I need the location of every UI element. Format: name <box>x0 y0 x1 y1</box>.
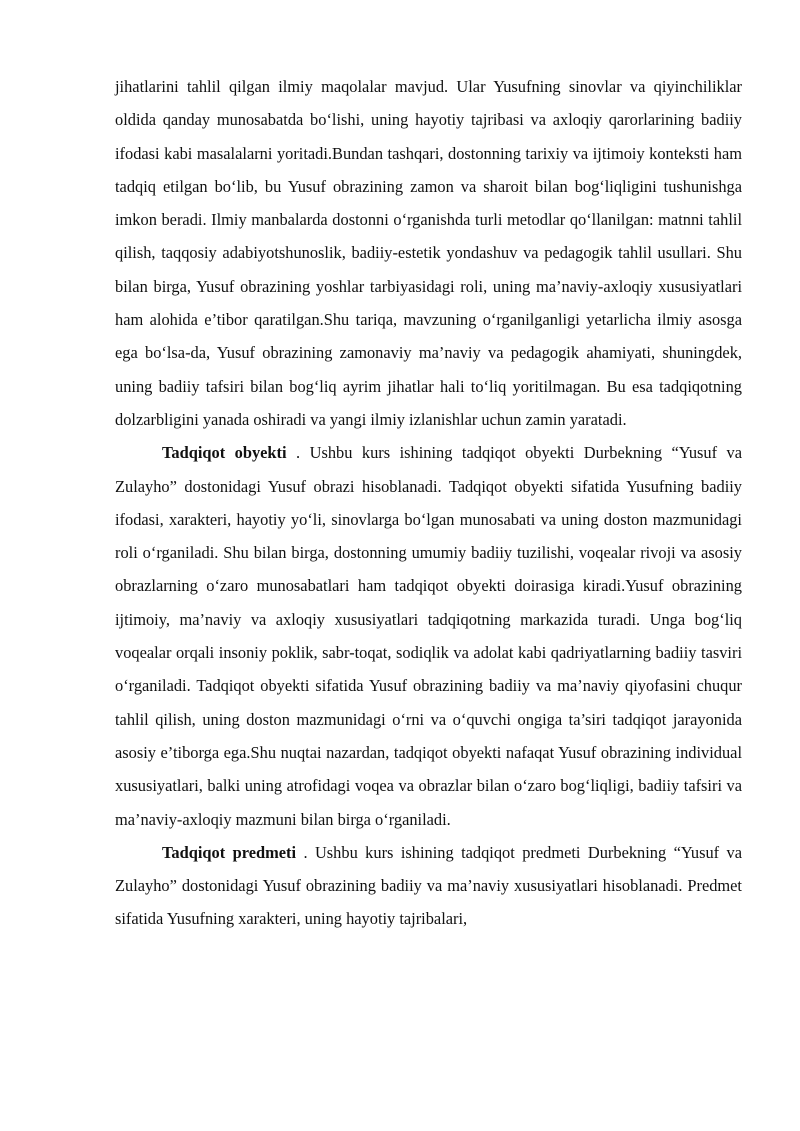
paragraph-text: . Ushbu kurs ishining tadqiqot predmeti Durbekning “Yusuf va Zulayho” dostonidagi Yusuf obrazining badiiy va ma’naviy xususiyatlari hisoblanadi. Predmet sifatida Yusufning xarakteri, uning hayotiy tajribalari, <box>115 842 743 929</box>
term-research-subject: Tadqiqot predmeti <box>162 842 297 862</box>
document-page <box>115 70 742 936</box>
paragraph-text: jihatlarini tahlil qilgan ilmiy maqolalar mavjud. Ular Yusufning sinovlar va qiyinchiliklar oldida qanday munosabatda bo‘lishi, uning hayotiy tajribasi va axloqiy qarorlarining badiiy ifodasi kabi masalalarni yoritadi.Bundan tashqari, dostonning tarixiy va ijtimoiy konteksti ham tadqiq etilgan bo‘lib, bu Yusuf obrazining zamon va sharoit bilan bog‘liqligini tushunishga imkon beradi. Ilmiy manbalarda dostonni o‘rganishda turli metodlar qo‘llanilgan: matnni tahlil qilish, taqqosiy adabiyotshunoslik, badiiy-estetik yondashuv va pedagogik tahlil usullari. Shu bilan birga, Yusuf obrazining yoshlar tarbiyasidagi roli, uning ma’naviy-axloqiy xususiyatlari ham alohida e’tibor qaratilgan.Shu tariqa, mavzuning o‘rganilganligi yetarlicha ilmiy asosga ega bo‘lsa-da, Yusuf obrazining zamonaviy ma’naviy va pedagogik ahamiyati, shuningdek, uning badiiy tafsiri bilan bog‘liq ayrim jihatlar hali to‘liq yoritilmagan. Bu esa tadqiqotning dolzarbligini yanada oshiradi va yangi ilmiy izlanishlar uchun zamin yaratadi. <box>115 77 742 429</box>
paragraph-research-subject <box>115 836 742 936</box>
paragraph-literature-review <box>115 70 742 436</box>
term-research-object: Tadqiqot obyekti <box>162 443 287 463</box>
paragraph-text: . Ushbu kurs ishining tadqiqot obyekti Durbekning “Yusuf va Zulayho” dostonidagi Yusuf obrazi hisoblanadi. Tadqiqot obyekti sifatida Yusufning badiiy ifodasi, xarakteri, hayotiy yo‘li, sinovlarga bo‘lgan munosabati va uning doston mazmunidagi roli o‘rganiladi. Shu bilan birga, dostonning umumiy badiiy tuzilishi, voqealar rivoji va asosiy obrazlarning o‘zaro munosabatlari ham tadqiqot obyekti doirasiga kiradi.Yusuf obrazining ijtimoiy, ma’naviy va axloqiy xususiyatlari tadqiqotning markazida turadi. Unga bog‘liq voqealar orqali insoniy poklik, sabr-toqat, sodiqlik va adolat kabi qadriyatlarning badiiy tasviri o‘rganiladi. Tadqiqot obyekti sifatida Yusuf obrazining badiiy va ma’naviy qiyofasini chuqur tahlil qilish, uning doston mazmunidagi o‘rni va o‘quvchi ongiga ta’siri tadqiqot jarayonida asosiy e’tiborga ega.Shu nuqtai nazardan, tadqiqot obyekti nafaqat Yusuf obrazining individual xususiyatlari, balki uning atrofidagi voqea va obrazlar bilan o‘zaro bog‘liqligi, badiiy tafsiri va ma’naviy-axloqiy mazmuni bilan birga o‘rganiladi. <box>115 443 743 829</box>
paragraph-research-object <box>115 436 742 836</box>
